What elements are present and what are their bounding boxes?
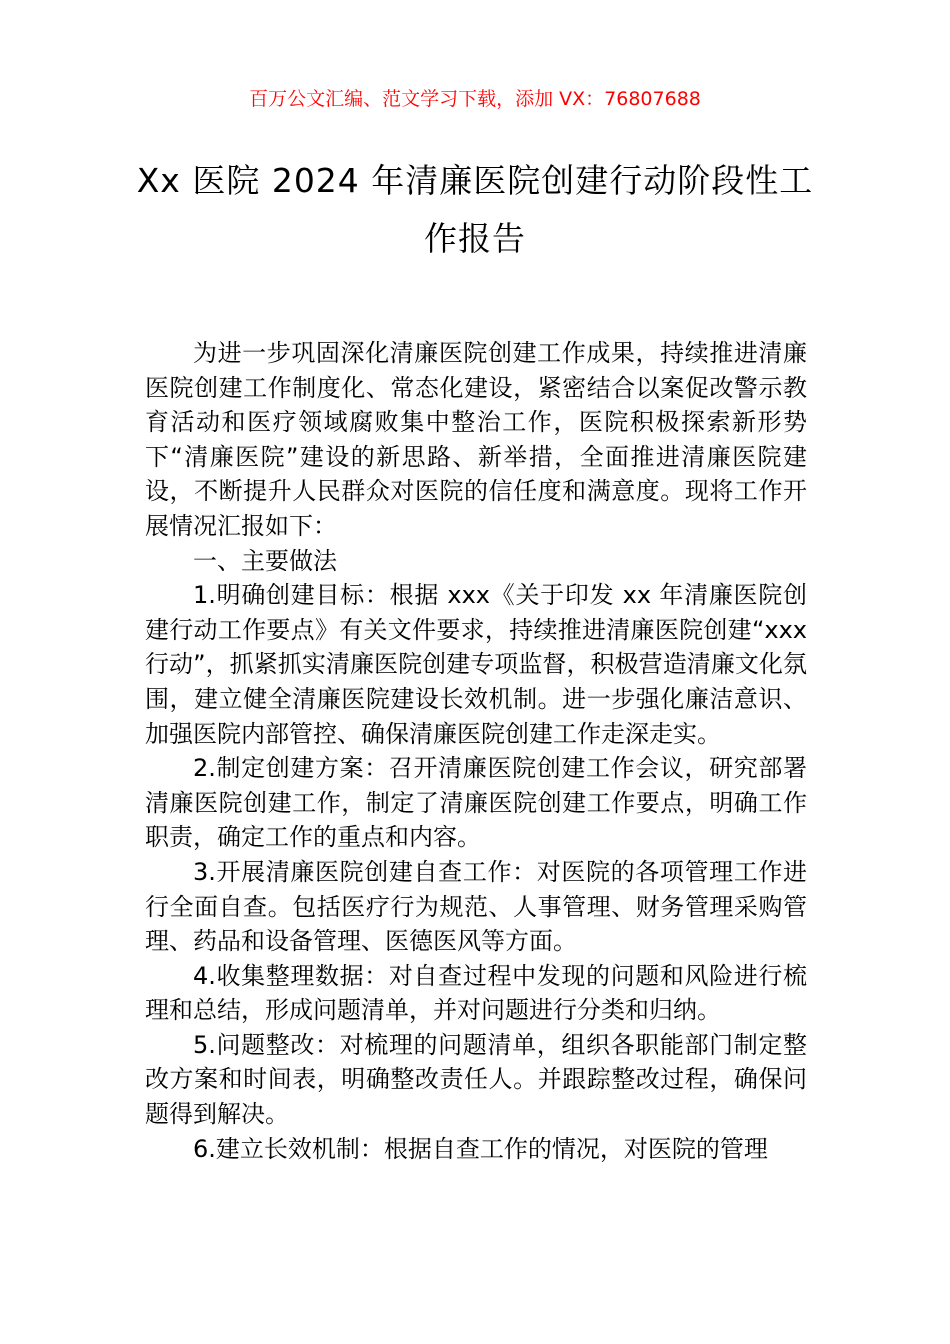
intro-paragraph: 为进一步巩固深化清廉医院创建工作成果，持续推进清廉医院创建工作制度化、常态化建设，紧密结合以案促改警示教育活动和医疗领域腐败集中整治工作，医院积极探索新形势下“清廉医院”建设的新思路、新举措，全面推进清廉医院建设，不断提升人民群众对医院的信任度和满意度。现将工作开展情况汇报如下： — [145, 339, 807, 540]
document-title: Xx 医院 2024 年清廉医院创建行动阶段性工作报告 — [136, 161, 814, 258]
section-heading: 一、主要做法 — [193, 546, 337, 575]
document-body — [145, 336, 807, 1166]
list-item: 4.收集整理数据：对自查过程中发现的问题和风险进行梳理和总结，形成问题清单，并对问题进行分类和归纳。 — [145, 961, 807, 1025]
list-item: 3.开展清廉医院创建自查工作：对医院的各项管理工作进行全面自查。包括医疗行为规范、人事管理、财务管理采购管理、药品和设备管理、医德医风等方面。 — [145, 857, 807, 956]
list-item: 6.建立长效机制：根据自查工作的情况，对医院的管理 — [193, 1134, 768, 1163]
list-item: 1.明确创建目标：根据 xxx《关于印发 xx 年清廉医院创建行动工作要点》有关文件要求，持续推进清廉医院创建“xxx 行动”，抓紧抓实清廉医院创建专项监督，积极营造清廉文化氛围，建立健全清廉医院建设长效机制。进一步强化廉洁意识、加强医院内部管控、确保清廉医院创建工作走深走实。 — [145, 581, 807, 748]
watermark-banner: 百万公文汇编、范文学习下载，添加 VX：76807688 — [249, 88, 701, 110]
list-item: 5.问题整改：对梳理的问题清单，组织各职能部门制定整改方案和时间表，明确整改责任人。并跟踪整改过程，确保问题得到解决。 — [145, 1030, 807, 1129]
list-item: 2.制定创建方案：召开清廉医院创建工作会议，研究部署清廉医院创建工作，制定了清廉医院创建工作要点，明确工作职责，确定工作的重点和内容。 — [145, 754, 807, 852]
